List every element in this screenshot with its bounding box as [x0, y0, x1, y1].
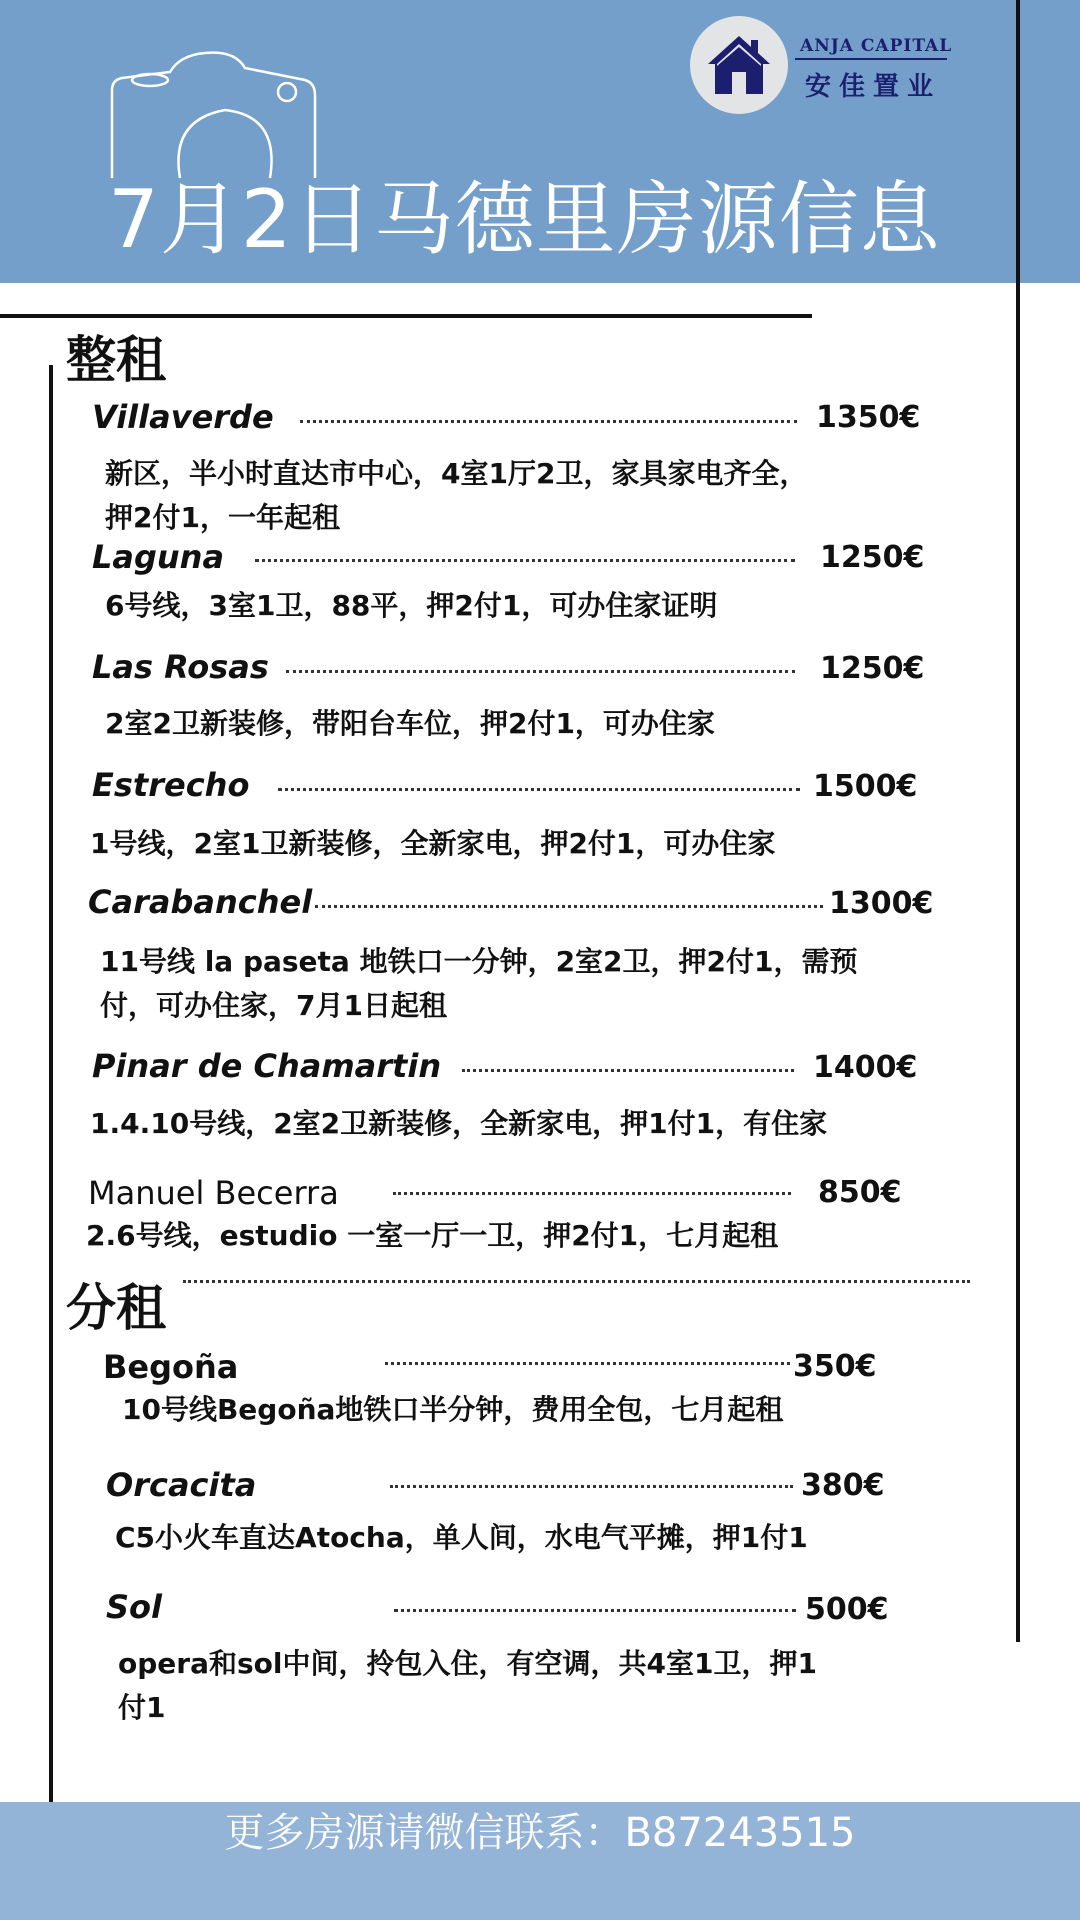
leader-dots	[278, 788, 800, 791]
listing-price: 1300€	[829, 886, 934, 921]
listing-description: 付1	[118, 1691, 166, 1724]
leader-dots	[390, 1485, 793, 1488]
listing-name: Laguna	[92, 538, 225, 576]
brand-name-cn: 安佳置业	[805, 72, 942, 102]
listing-name: Manuel Becerra	[88, 1174, 339, 1212]
listing-name: Estrecho	[92, 766, 250, 804]
leader-dots	[385, 1362, 790, 1365]
camera-outline-icon	[110, 50, 320, 180]
listing-price: 350€	[793, 1349, 877, 1384]
listing-price: 1250€	[820, 651, 925, 686]
listing-description: 10号线Begoña地铁口半分钟，费用全包，七月起租	[122, 1393, 784, 1426]
house-icon	[704, 30, 774, 100]
listing-price: 850€	[818, 1175, 902, 1210]
page-title: 7月2日马德里房源信息	[108, 173, 941, 266]
logo-badge	[690, 16, 788, 114]
listing-description: 1.4.10号线，2室2卫新装修，全新家电，押1付1，有住家	[90, 1107, 828, 1140]
brand-underline	[795, 58, 947, 60]
leader-dots	[255, 559, 795, 562]
listing-description: 1号线，2室1卫新装修，全新家电，押2付1，可办住家	[90, 827, 776, 860]
listing-price: 1400€	[813, 1050, 918, 1085]
section-title-shared-rent: 分租	[66, 1279, 166, 1337]
listing-name: Las Rosas	[92, 648, 269, 686]
listing-name: Carabanchel	[88, 883, 313, 921]
right-border-line	[1016, 0, 1020, 1642]
listing-description: 2室2卫新装修，带阳台车位，押2付1，可办住家	[105, 707, 715, 740]
listing-price: 1350€	[816, 400, 921, 435]
listing-description: opera和sol中间，拎包入住，有空调，共4室1卫，押1	[118, 1647, 817, 1680]
listing-name: Villaverde	[92, 398, 274, 436]
footer-banner	[0, 1802, 1080, 1920]
listing-description: 6号线，3室1卫，88平，押2付1，可办住家证明	[105, 589, 718, 622]
listing-name: Pinar de Chamartin	[92, 1047, 442, 1085]
leader-dots	[286, 670, 795, 673]
listing-price: 1250€	[820, 540, 925, 575]
leader-dots	[394, 1609, 796, 1612]
listing-description: 2.6号线，estudio 一室一厅一卫，押2付1，七月起租	[86, 1219, 779, 1252]
listing-description: 11号线 la paseta 地铁口一分钟，2室2卫，押2付1，需预	[100, 945, 858, 978]
listing-description: C5小火车直达Atocha，单人间，水电气平摊，押1付1	[115, 1521, 808, 1554]
header-banner	[0, 0, 1080, 283]
leader-dots	[315, 905, 823, 908]
listing-price: 500€	[805, 1592, 889, 1627]
section-divider-dots	[183, 1280, 970, 1283]
listing-name: Begoña	[103, 1348, 239, 1386]
brand-name-en: ANJA CAPITAL	[800, 36, 953, 56]
listing-description: 付，可办住家，7月1日起租	[100, 989, 447, 1022]
listing-price: 1500€	[813, 769, 918, 804]
leader-dots	[300, 420, 797, 423]
leader-dots	[393, 1192, 791, 1195]
listing-description: 押2付1，一年起租	[105, 501, 340, 534]
leader-dots	[462, 1069, 794, 1072]
listing-description: 新区，半小时直达市中心，4室1厅2卫，家具家电齐全，	[105, 457, 808, 490]
left-border-line	[49, 365, 53, 1920]
contact-text: 更多房源请微信联系：B87243515	[224, 1810, 856, 1856]
listing-name: Orcacita	[106, 1466, 257, 1504]
listing-name: Sol	[106, 1588, 162, 1626]
section-title-whole-rent: 整租	[66, 331, 166, 389]
top-divider-line	[0, 314, 812, 318]
listing-price: 380€	[801, 1468, 885, 1503]
